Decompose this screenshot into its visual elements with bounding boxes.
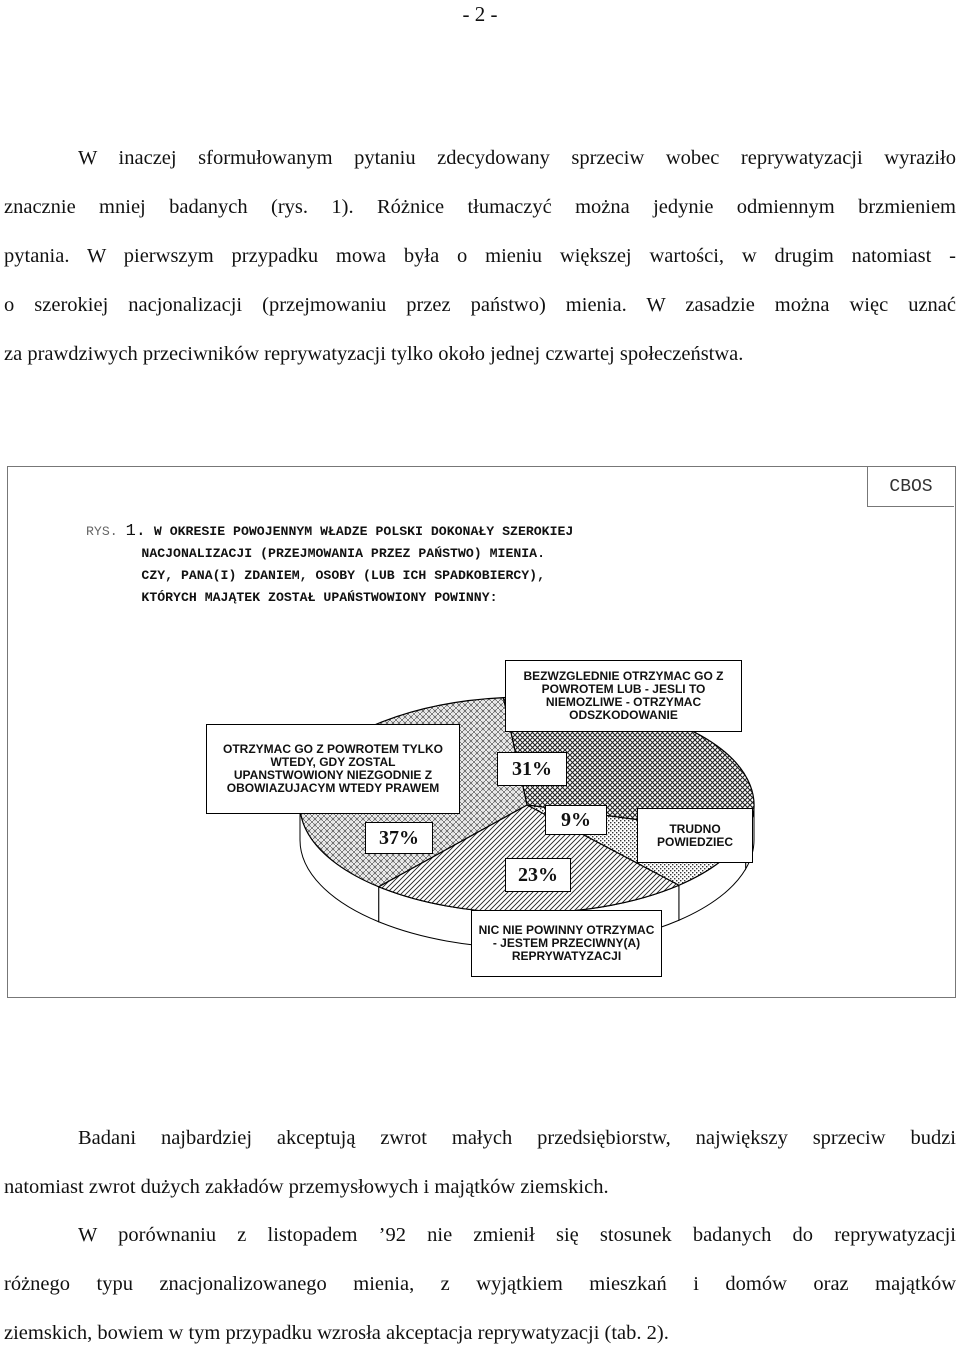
caption-line: KTÓRYCH MAJĄTEK ZOSTAŁ UPAŃSTWOWIONY POWINNY: [141,590,498,605]
slice-value-23: 23% [505,858,571,892]
slice-label-return-if-illegal: OTRZYMAC GO Z POWROTEM TYLKO WTEDY, GDY ZOSTAL UPANSTWOWIONY NIEZGODNIE Z OBOWIAZUJACYM WTEDY PRAWEM [206,724,460,814]
text-line: W inaczej sformułowanym pytaniu zdecydowany sprzeciw wobec reprywatyzacji wyraziło [78,147,956,169]
caption-line: W OKRESIE POWOJENNYM WŁADZE POLSKI DOKONAŁY SZEROKIEJ [153,524,574,539]
page-number: - 2 - [462,2,498,26]
caption-prefix: RYS. [86,524,118,539]
slice-value-9: 9% [545,805,607,835]
text-line: Badani najbardziej akceptują zwrot małych przedsiębiorstw, największy sprzeciw budzi [78,1127,956,1149]
text-line: pytania. W pierwszym przypadku mowa była o mieniu większej wartości, w drugim natomiast - [4,245,956,267]
paragraph-acceptance [4,1114,956,1212]
text-line: za prawdziwych przeciwników reprywatyzacji tylko około jednej czwartej społeczeństwa. [4,343,744,365]
text-line: W porównaniu z listopadem ’92 nie zmienił się stosunek badanych do reprywatyzacji [78,1224,956,1246]
caption-line: CZY, PANA(I) ZDANIEM, OSOBY (LUB ICH SPADKOBIERCY), [141,568,546,583]
caption-line: NACJONALIZACJI (PRZEJMOWANIA PRZEZ PAŃSTWO) MIENIA. [141,546,546,561]
text-line: ziemskich, bowiem w tym przypadku wzrosła akceptacja reprywatyzacji (tab. 2). [4,1322,669,1344]
slice-label-oppose: NIC NIE POWINNY OTRZYMAC - JESTEM PRZECIWNY(A) REPRYWATYZACJI [471,910,662,977]
caption-number: 1. [125,522,146,541]
slice-value-37: 37% [365,822,433,854]
text-line: znacznie mniej badanych (rys. 1). Różnice tłumaczyć można jedynie odmiennym brzmieniem [4,196,956,218]
slice-value-31: 31% [497,752,567,786]
text-line: natomiast zwrot dużych zakładów przemysłowych i majątków ziemskich. [4,1176,609,1198]
slice-label-hard-to-say: TRUDNO POWIEDZIEC [637,808,753,863]
text-line: o szerokiej nacjonalizacji (przejmowaniu przez państwo) mienia. W zasadzie można więc uznać [4,294,956,316]
paragraph-comparison [4,1211,956,1358]
text-line: różnego typu znacjonalizowanego mienia, z wyjątkiem mieszkań i domów oraz majątków [4,1273,956,1295]
figure-source: CBOS [867,467,954,507]
slice-label-return-or-compensation: BEZWZGLEDNIE OTRZYMAC GO Z POWROTEM LUB - JESLI TO NIEMOZLIWE - OTRZYMAC ODSZKODOWANIE [505,660,742,732]
